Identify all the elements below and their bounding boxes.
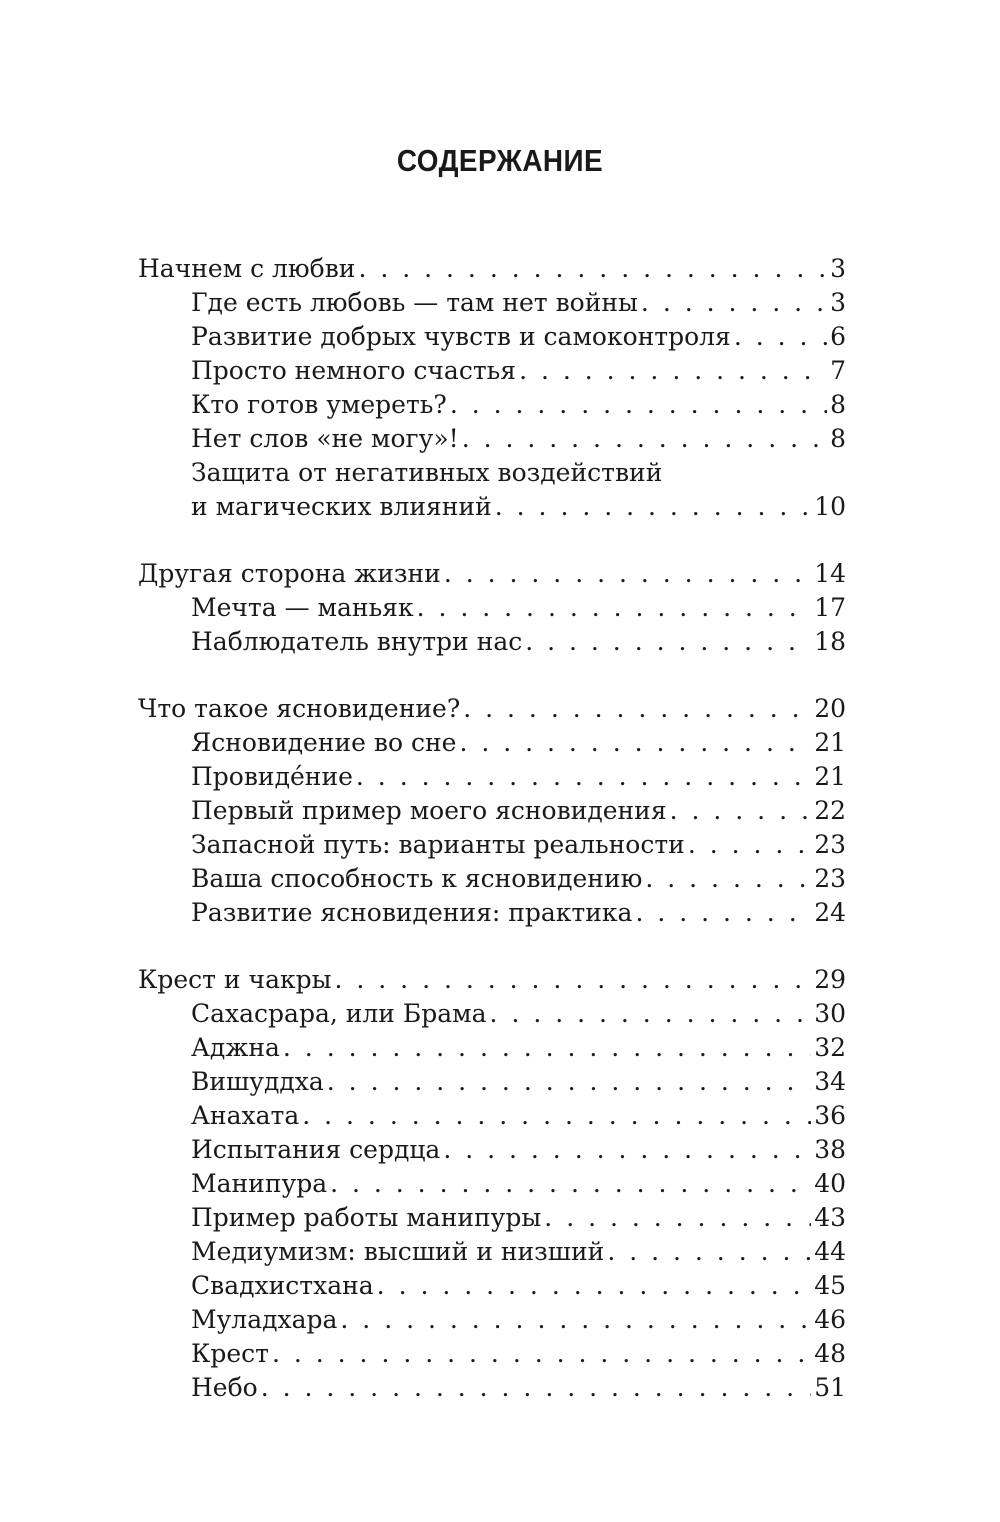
- dot-leader: [302, 1099, 811, 1133]
- table-of-contents: [138, 252, 846, 1438]
- toc-subentry[interactable]: [138, 1269, 846, 1303]
- dot-leader: [356, 760, 811, 794]
- toc-entry-title-cont: и магических влияний: [191, 492, 492, 521]
- dot-leader: [417, 591, 812, 625]
- toc-subentry[interactable]: [138, 997, 846, 1031]
- toc-page-number: 8: [830, 424, 846, 453]
- toc-page-number: 48: [814, 1339, 846, 1368]
- dot-leader: [358, 252, 827, 286]
- dot-leader: [459, 726, 811, 760]
- toc-entry-title: Ваша способность к ясновидению: [191, 864, 643, 893]
- toc-entry-title: Развитие добрых чувств и самоконтроля: [191, 322, 731, 351]
- toc-subentry[interactable]: [138, 1337, 846, 1371]
- toc-entry-title: Провиде́ние: [191, 762, 353, 791]
- toc-page-number: 44: [814, 1237, 846, 1266]
- toc-entry-title: Развитие ясновидения: практика: [191, 898, 633, 927]
- toc-entry-title: Наблюдатель внутри нас: [191, 627, 523, 656]
- toc-entry-title: Свадхистхана: [191, 1271, 374, 1300]
- dot-leader: [734, 320, 827, 354]
- toc-section: [138, 252, 846, 524]
- dot-leader: [261, 1371, 811, 1405]
- toc-entry-title: Вишуддха: [191, 1067, 324, 1096]
- toc-subentry[interactable]: [138, 1167, 846, 1201]
- dot-leader: [443, 1133, 811, 1167]
- toc-entry-title: Защита от негативных воздействий: [191, 458, 663, 487]
- toc-subentry[interactable]: [138, 1099, 846, 1133]
- toc-page-number: 8: [830, 390, 846, 419]
- toc-page-number: 23: [814, 830, 846, 859]
- toc-page-number: 3: [830, 254, 846, 283]
- dot-leader: [495, 490, 811, 524]
- dot-leader: [635, 896, 811, 930]
- toc-subentry[interactable]: [138, 422, 846, 456]
- toc-subentry[interactable]: [138, 286, 846, 320]
- toc-page-number: 38: [814, 1135, 846, 1164]
- dot-leader: [641, 286, 827, 320]
- toc-page-number: 18: [814, 627, 846, 656]
- dot-leader: [463, 692, 811, 726]
- toc-page-number: 45: [814, 1271, 846, 1300]
- toc-entry-title: Нет слов «не могу»!: [191, 424, 459, 453]
- toc-entry-title: Другая сторона жизни: [138, 559, 441, 588]
- toc-entry-title: Просто немного счастья: [191, 356, 517, 385]
- dot-leader: [335, 963, 812, 997]
- toc-entry-title: Сахасрара, или Брама: [191, 999, 487, 1028]
- toc-entry-title: Крест и чакры: [138, 965, 332, 994]
- toc-chapter-entry[interactable]: [138, 557, 846, 591]
- toc-page-number: 40: [814, 1169, 846, 1198]
- toc-chapter-entry[interactable]: [138, 963, 846, 997]
- dot-leader: [490, 997, 812, 1031]
- toc-entry-title: Кто готов умереть?: [191, 390, 447, 419]
- toc-subentry[interactable]: [138, 320, 846, 354]
- toc-subentry[interactable]: [138, 896, 846, 930]
- toc-subentry[interactable]: [138, 1201, 846, 1235]
- toc-entry-title: Первый пример моего ясновидения: [191, 796, 667, 825]
- toc-page-number: 51: [814, 1373, 846, 1402]
- dot-leader: [377, 1269, 812, 1303]
- dot-leader: [688, 828, 811, 862]
- toc-chapter-entry[interactable]: [138, 692, 846, 726]
- toc-page-number: 34: [814, 1067, 846, 1096]
- toc-subentry[interactable]: [138, 456, 846, 524]
- toc-entry-title: Начнем с любви: [138, 254, 356, 283]
- dot-leader: [340, 1303, 811, 1337]
- toc-subentry[interactable]: [138, 794, 846, 828]
- toc-page-number: 46: [814, 1305, 846, 1334]
- toc-entry-title: Мечта — маньяк: [191, 593, 414, 622]
- toc-entry-title: Ясновидение во сне: [191, 728, 457, 757]
- dot-leader: [283, 1031, 811, 1065]
- toc-page-number: 30: [814, 999, 846, 1028]
- toc-page-number: 6: [830, 322, 846, 351]
- dot-leader: [462, 422, 827, 456]
- toc-subentry[interactable]: [138, 760, 846, 794]
- toc-subentry[interactable]: [138, 1065, 846, 1099]
- toc-entry-title: Небо: [191, 1373, 258, 1402]
- dot-leader: [519, 354, 827, 388]
- toc-section: [138, 692, 846, 930]
- toc-page-number: 29: [814, 965, 846, 994]
- toc-page-number: 14: [814, 559, 846, 588]
- toc-page-number: 17: [814, 593, 846, 622]
- toc-entry-title: Муладхара: [191, 1305, 338, 1334]
- toc-section: [138, 963, 846, 1405]
- toc-entry-title: Где есть любовь — там нет войны: [191, 288, 638, 317]
- dot-leader: [525, 625, 811, 659]
- toc-entry-title: Испытания сердца: [191, 1135, 441, 1164]
- toc-page-number: 10: [814, 492, 846, 521]
- toc-subentry[interactable]: [138, 726, 846, 760]
- dot-leader: [645, 862, 811, 896]
- toc-page-number: 7: [830, 356, 846, 385]
- toc-subentry[interactable]: [138, 1133, 846, 1167]
- toc-subentry[interactable]: [138, 1303, 846, 1337]
- toc-page-number: 36: [814, 1101, 846, 1130]
- toc-page-number: 20: [814, 694, 846, 723]
- dot-leader: [327, 1065, 811, 1099]
- toc-entry-title: Запасной путь: варианты реальности: [191, 830, 685, 859]
- toc-section: [138, 557, 846, 659]
- toc-subentry[interactable]: [138, 1031, 846, 1065]
- toc-subentry[interactable]: [138, 625, 846, 659]
- toc-page-number: 23: [814, 864, 846, 893]
- toc-page-number: 21: [814, 728, 846, 757]
- toc-page-number: 22: [814, 796, 846, 825]
- toc-page-number: 24: [814, 898, 846, 927]
- toc-entry-title: Манипура: [191, 1169, 328, 1198]
- toc-entry-title: Аджна: [191, 1033, 280, 1062]
- toc-entry-title: Крест: [191, 1339, 269, 1368]
- toc-page-number: 43: [814, 1203, 846, 1232]
- toc-entry-continuation: [191, 490, 846, 524]
- toc-subentry[interactable]: [138, 828, 846, 862]
- toc-subentry[interactable]: [138, 591, 846, 625]
- toc-subentry[interactable]: [138, 388, 846, 422]
- toc-subentry[interactable]: [138, 1371, 846, 1405]
- toc-chapter-entry[interactable]: [138, 252, 846, 286]
- toc-page-number: 21: [814, 762, 846, 791]
- dot-leader: [670, 794, 812, 828]
- dot-leader: [272, 1337, 811, 1371]
- toc-entry-title: Анахата: [191, 1101, 300, 1130]
- dot-leader: [444, 557, 811, 591]
- page-title: СОДЕРЖАНИЕ: [396, 143, 604, 178]
- toc-subentry[interactable]: [138, 1235, 846, 1269]
- dot-leader: [544, 1201, 811, 1235]
- toc-subentry[interactable]: [138, 862, 846, 896]
- toc-page-number: 32: [814, 1033, 846, 1062]
- dot-leader: [450, 388, 827, 422]
- toc-entry-title: Медиумизм: высший и низший: [191, 1237, 605, 1266]
- dot-leader: [607, 1235, 811, 1269]
- toc-page-number: 3: [830, 288, 846, 317]
- toc-entry-title: Пример работы манипуры: [191, 1203, 542, 1232]
- toc-subentry[interactable]: [138, 354, 846, 388]
- dot-leader: [330, 1167, 811, 1201]
- toc-entry-title: Что такое ясновидение?: [138, 694, 461, 723]
